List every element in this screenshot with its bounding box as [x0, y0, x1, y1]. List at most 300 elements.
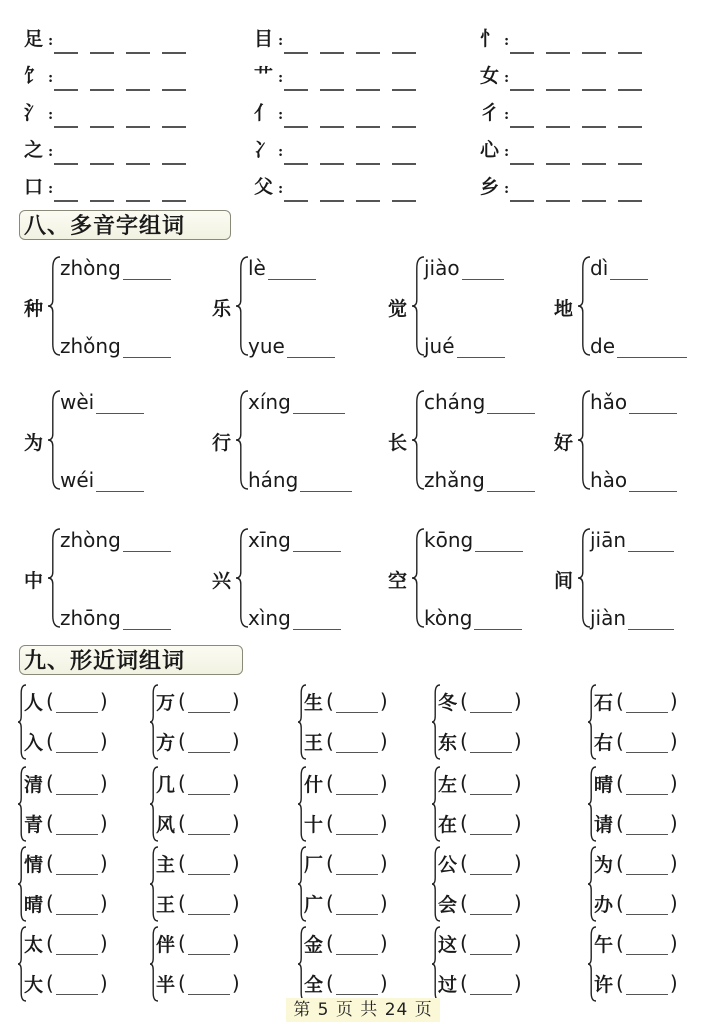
open-paren: (: [178, 771, 186, 795]
answer-blank[interactable]: [336, 932, 378, 955]
answer-blank[interactable]: [618, 104, 642, 128]
similar-char-row: [24, 768, 108, 798]
answer-blank[interactable]: [510, 67, 534, 91]
answer-blank[interactable]: [626, 852, 668, 875]
answer-blank[interactable]: [629, 469, 677, 492]
answer-blank[interactable]: [470, 772, 512, 795]
polyphone-char: 种: [24, 298, 44, 320]
answer-blank[interactable]: [320, 178, 344, 202]
radical-colon: :: [48, 33, 54, 49]
polyphone-char: 地: [554, 298, 574, 320]
similar-char: 大: [24, 973, 44, 996]
answer-blank[interactable]: [392, 178, 416, 202]
page-number: 第 5 页 共 24 页: [293, 1000, 433, 1020]
close-paren: ): [99, 931, 108, 955]
similar-char: 王: [156, 893, 176, 916]
close-paren: ): [669, 971, 678, 995]
answer-blank[interactable]: [90, 67, 114, 91]
radical-item: [254, 98, 428, 128]
open-paren: (: [616, 971, 624, 995]
pinyin-text: háng: [248, 468, 299, 492]
similar-char-pair: [18, 924, 128, 1004]
close-paren: ): [669, 851, 678, 875]
answer-blank[interactable]: [336, 690, 378, 713]
answer-blank[interactable]: [284, 141, 308, 165]
pinyin-line-top: [60, 390, 144, 414]
open-paren: (: [178, 689, 186, 713]
similar-char-row: [304, 768, 388, 798]
answer-blank[interactable]: [90, 104, 114, 128]
radical-char: 忄: [480, 28, 500, 50]
pinyin-text: de: [590, 334, 615, 358]
similar-char-pair: [150, 682, 260, 762]
similar-char-row: [304, 888, 388, 918]
answer-blank[interactable]: [487, 469, 535, 492]
similar-char-pair: [588, 682, 698, 762]
radical-char: 目: [254, 28, 274, 50]
close-paren: ): [379, 689, 388, 713]
answer-blank[interactable]: [626, 690, 668, 713]
answer-blank[interactable]: [56, 852, 98, 875]
radical-item: [480, 172, 654, 202]
answer-blank[interactable]: [284, 104, 308, 128]
radical-char: 亻: [254, 102, 274, 124]
answer-blank[interactable]: [126, 67, 150, 91]
answer-blank[interactable]: [470, 932, 512, 955]
open-paren: (: [178, 811, 186, 835]
answer-blank[interactable]: [56, 812, 98, 835]
pinyin-line-bottom: [248, 606, 341, 630]
open-paren: (: [326, 851, 334, 875]
answer-blank[interactable]: [392, 30, 416, 54]
similar-char: 厂: [304, 853, 324, 876]
polyphone-char: 间: [554, 570, 574, 592]
pinyin-text: hào: [590, 468, 628, 492]
pinyin-line-top: [424, 390, 535, 414]
similar-char-row: [304, 928, 388, 958]
pinyin-line-top: [424, 528, 523, 552]
brace-icon: [236, 390, 246, 490]
answer-blank[interactable]: [188, 690, 230, 713]
answer-blank[interactable]: [582, 30, 606, 54]
similar-char: 石: [594, 691, 614, 714]
radical-item: [254, 172, 428, 202]
similar-char: 几: [156, 773, 176, 796]
page-footer: [286, 998, 440, 1022]
pinyin-line-top: [590, 390, 677, 414]
brace-icon: [578, 390, 588, 490]
radical-colon: :: [278, 70, 284, 86]
close-paren: ): [99, 771, 108, 795]
similar-char: 晴: [24, 893, 44, 916]
open-paren: (: [460, 971, 468, 995]
open-paren: (: [326, 931, 334, 955]
answer-blank[interactable]: [546, 67, 570, 91]
answer-blank[interactable]: [320, 141, 344, 165]
answer-blank[interactable]: [582, 104, 606, 128]
polyphone-item: [24, 256, 194, 356]
answer-blank[interactable]: [90, 178, 114, 202]
open-paren: (: [616, 851, 624, 875]
brace-icon: [412, 390, 422, 490]
pinyin-text: xìng: [248, 606, 291, 630]
polyphone-item: [388, 390, 558, 490]
polyphone-char: 长: [388, 432, 408, 454]
answer-blank[interactable]: [56, 972, 98, 995]
answer-blank[interactable]: [582, 141, 606, 165]
pinyin-text: zhòng: [60, 256, 121, 280]
radical-char: 冫: [254, 139, 274, 161]
close-paren: ): [669, 771, 678, 795]
answer-blank[interactable]: [470, 892, 512, 915]
open-paren: (: [460, 729, 468, 753]
answer-blank[interactable]: [546, 104, 570, 128]
answer-blank[interactable]: [356, 30, 380, 54]
similar-char-row: [156, 848, 240, 878]
answer-blank[interactable]: [287, 335, 335, 358]
similar-char: 生: [304, 691, 324, 714]
section-8-header: [19, 210, 231, 240]
brace-icon: [578, 256, 588, 356]
radical-char: 氵: [24, 102, 44, 124]
answer-blank[interactable]: [162, 67, 186, 91]
polyphone-item: [554, 528, 724, 628]
answer-blank[interactable]: [510, 104, 534, 128]
polyphone-char: 乐: [212, 298, 232, 320]
similar-char-pair: [588, 844, 698, 924]
answer-blank[interactable]: [96, 469, 144, 492]
radical-item: [480, 135, 654, 165]
answer-blank[interactable]: [284, 67, 308, 91]
similar-char: 伴: [156, 933, 176, 956]
answer-blank[interactable]: [510, 178, 534, 202]
close-paren: ): [669, 931, 678, 955]
radical-colon: :: [278, 181, 284, 197]
close-paren: ): [513, 971, 522, 995]
answer-blank[interactable]: [546, 178, 570, 202]
similar-char-row: [156, 968, 240, 998]
open-paren: (: [326, 689, 334, 713]
polyphone-char: 兴: [212, 570, 232, 592]
open-paren: (: [616, 811, 624, 835]
similar-char: 冬: [438, 691, 458, 714]
polyphone-item: [554, 256, 724, 356]
answer-blank[interactable]: [356, 67, 380, 91]
similar-char: 万: [156, 691, 176, 714]
answer-blank[interactable]: [162, 178, 186, 202]
similar-char-row: [594, 768, 678, 798]
answer-blank[interactable]: [628, 607, 674, 630]
answer-blank[interactable]: [293, 607, 341, 630]
answer-blank[interactable]: [284, 178, 308, 202]
close-paren: ): [231, 851, 240, 875]
answer-blank[interactable]: [284, 30, 308, 54]
answer-blank[interactable]: [54, 178, 78, 202]
similar-char-row: [24, 686, 108, 716]
open-paren: (: [460, 931, 468, 955]
answer-blank[interactable]: [336, 972, 378, 995]
similar-char: 什: [304, 773, 324, 796]
radical-char: 乡: [480, 176, 500, 198]
answer-blank[interactable]: [268, 257, 316, 280]
answer-blank[interactable]: [126, 141, 150, 165]
radical-item: [254, 61, 428, 91]
similar-char-pair: [298, 844, 408, 924]
answer-blank[interactable]: [56, 932, 98, 955]
similar-char-row: [438, 928, 522, 958]
answer-blank[interactable]: [188, 932, 230, 955]
answer-blank[interactable]: [123, 607, 171, 630]
answer-blank[interactable]: [470, 972, 512, 995]
similar-char-pair: [150, 844, 260, 924]
close-paren: ): [99, 971, 108, 995]
polyphone-char: 觉: [388, 298, 408, 320]
pinyin-text: zhǎng: [424, 468, 485, 492]
similar-char-row: [594, 808, 678, 838]
close-paren: ): [379, 811, 388, 835]
answer-blank[interactable]: [188, 892, 230, 915]
similar-char-row: [594, 848, 678, 878]
open-paren: (: [326, 729, 334, 753]
radical-char: 父: [254, 176, 274, 198]
similar-char: 请: [594, 813, 614, 836]
answer-blank[interactable]: [626, 772, 668, 795]
radical-colon: :: [504, 107, 510, 123]
answer-blank[interactable]: [126, 104, 150, 128]
close-paren: ): [513, 689, 522, 713]
similar-char: 青: [24, 813, 44, 836]
answer-blank[interactable]: [54, 141, 78, 165]
section-8-title: 八、多音字组词: [24, 213, 186, 239]
answer-blank[interactable]: [126, 30, 150, 54]
answer-blank[interactable]: [188, 972, 230, 995]
pinyin-text: jué: [424, 334, 455, 358]
similar-char: 为: [594, 853, 614, 876]
radical-char: 之: [24, 139, 44, 161]
answer-blank[interactable]: [126, 178, 150, 202]
pinyin-line-top: [248, 256, 316, 280]
similar-char: 半: [156, 973, 176, 996]
radical-item: [480, 61, 654, 91]
answer-blank[interactable]: [582, 67, 606, 91]
answer-blank[interactable]: [626, 892, 668, 915]
radical-colon: :: [504, 144, 510, 160]
answer-blank[interactable]: [546, 141, 570, 165]
pinyin-text: xíng: [248, 390, 291, 414]
answer-blank[interactable]: [474, 607, 522, 630]
radical-item: [254, 24, 428, 54]
close-paren: ): [231, 891, 240, 915]
radical-colon: :: [278, 107, 284, 123]
answer-blank[interactable]: [336, 852, 378, 875]
polyphone-item: [554, 390, 724, 490]
answer-blank[interactable]: [392, 141, 416, 165]
answer-blank[interactable]: [96, 391, 144, 414]
similar-char-row: [24, 726, 108, 756]
answer-blank[interactable]: [293, 391, 345, 414]
answer-blank[interactable]: [188, 812, 230, 835]
answer-blank[interactable]: [188, 852, 230, 875]
answer-blank[interactable]: [356, 178, 380, 202]
answer-blank[interactable]: [618, 67, 642, 91]
open-paren: (: [178, 729, 186, 753]
similar-char-pair: [18, 682, 128, 762]
similar-char-row: [438, 768, 522, 798]
answer-blank[interactable]: [56, 690, 98, 713]
similar-char-pair: [18, 844, 128, 924]
answer-blank[interactable]: [162, 104, 186, 128]
answer-blank[interactable]: [300, 469, 352, 492]
similar-char: 人: [24, 691, 44, 714]
answer-blank[interactable]: [188, 772, 230, 795]
open-paren: (: [46, 811, 54, 835]
answer-blank[interactable]: [320, 104, 344, 128]
close-paren: ): [513, 851, 522, 875]
answer-blank[interactable]: [475, 529, 523, 552]
answer-blank[interactable]: [293, 529, 341, 552]
open-paren: (: [178, 931, 186, 955]
radical-item: [24, 98, 198, 128]
similar-char-row: [156, 928, 240, 958]
answer-blank[interactable]: [626, 972, 668, 995]
similar-char: 过: [438, 973, 458, 996]
answer-blank[interactable]: [629, 391, 677, 414]
similar-char-row: [438, 848, 522, 878]
open-paren: (: [178, 891, 186, 915]
close-paren: ): [99, 851, 108, 875]
answer-blank[interactable]: [470, 812, 512, 835]
open-paren: (: [46, 931, 54, 955]
answer-blank[interactable]: [470, 730, 512, 753]
answer-blank[interactable]: [56, 772, 98, 795]
answer-blank[interactable]: [462, 257, 504, 280]
pinyin-text: dì: [590, 256, 609, 280]
pinyin-line-top: [248, 528, 341, 552]
radical-char: 艹: [254, 65, 274, 87]
answer-blank[interactable]: [457, 335, 505, 358]
similar-char-pair: [588, 924, 698, 1004]
radical-colon: :: [278, 33, 284, 49]
answer-blank[interactable]: [336, 772, 378, 795]
answer-blank[interactable]: [628, 529, 674, 552]
answer-blank[interactable]: [54, 30, 78, 54]
pinyin-line-top: [60, 528, 171, 552]
pinyin-text: kòng: [424, 606, 473, 630]
answer-blank[interactable]: [582, 178, 606, 202]
answer-blank[interactable]: [626, 730, 668, 753]
answer-blank[interactable]: [610, 257, 648, 280]
pinyin-text: zhōng: [60, 606, 121, 630]
radical-colon: :: [504, 70, 510, 86]
open-paren: (: [46, 971, 54, 995]
answer-blank[interactable]: [320, 67, 344, 91]
answer-blank[interactable]: [123, 335, 171, 358]
answer-blank[interactable]: [123, 529, 171, 552]
pinyin-text: hǎo: [590, 390, 628, 414]
answer-blank[interactable]: [487, 391, 535, 414]
pinyin-line-bottom: [60, 334, 171, 358]
answer-blank[interactable]: [54, 104, 78, 128]
similar-char-row: [156, 808, 240, 838]
similar-char-row: [438, 726, 522, 756]
answer-blank[interactable]: [618, 141, 642, 165]
close-paren: ): [231, 729, 240, 753]
brace-icon: [236, 528, 246, 628]
answer-blank[interactable]: [336, 892, 378, 915]
answer-blank[interactable]: [188, 730, 230, 753]
open-paren: (: [326, 891, 334, 915]
brace-icon: [236, 256, 246, 356]
answer-blank[interactable]: [626, 932, 668, 955]
polyphone-item: [212, 256, 382, 356]
answer-blank[interactable]: [56, 730, 98, 753]
open-paren: (: [326, 971, 334, 995]
answer-blank[interactable]: [392, 104, 416, 128]
close-paren: ): [513, 931, 522, 955]
close-paren: ): [379, 729, 388, 753]
answer-blank[interactable]: [356, 104, 380, 128]
similar-char: 入: [24, 731, 44, 754]
similar-char-row: [594, 888, 678, 918]
answer-blank[interactable]: [356, 141, 380, 165]
similar-char-row: [304, 686, 388, 716]
answer-blank[interactable]: [510, 30, 534, 54]
similar-char-pair: [150, 924, 260, 1004]
similar-char: 午: [594, 933, 614, 956]
answer-blank[interactable]: [617, 335, 687, 358]
similar-char-row: [304, 808, 388, 838]
answer-blank[interactable]: [618, 30, 642, 54]
similar-char: 全: [304, 973, 324, 996]
pinyin-text: zhǒng: [60, 334, 121, 358]
similar-char: 东: [438, 731, 458, 754]
answer-blank[interactable]: [162, 30, 186, 54]
pinyin-text: yue: [248, 334, 285, 358]
brace-icon: [578, 528, 588, 628]
answer-blank[interactable]: [392, 67, 416, 91]
close-paren: ): [99, 729, 108, 753]
pinyin-line-bottom: [248, 334, 335, 358]
answer-blank[interactable]: [470, 690, 512, 713]
answer-blank[interactable]: [90, 30, 114, 54]
answer-blank[interactable]: [510, 141, 534, 165]
answer-blank[interactable]: [90, 141, 114, 165]
pinyin-line-top: [248, 390, 345, 414]
similar-char: 主: [156, 853, 176, 876]
answer-blank[interactable]: [336, 730, 378, 753]
answer-blank[interactable]: [320, 30, 344, 54]
answer-blank[interactable]: [162, 141, 186, 165]
answer-blank[interactable]: [626, 812, 668, 835]
answer-blank[interactable]: [546, 30, 570, 54]
open-paren: (: [46, 891, 54, 915]
answer-blank[interactable]: [56, 892, 98, 915]
answer-blank[interactable]: [470, 852, 512, 875]
answer-blank[interactable]: [618, 178, 642, 202]
answer-blank[interactable]: [54, 67, 78, 91]
pinyin-text: xīng: [248, 528, 291, 552]
polyphone-item: [388, 528, 558, 628]
similar-char-row: [24, 808, 108, 838]
pinyin-line-top: [60, 256, 171, 280]
polyphone-item: [388, 256, 558, 356]
radical-item: [24, 24, 198, 54]
answer-blank[interactable]: [123, 257, 171, 280]
pinyin-line-bottom: [590, 334, 687, 358]
answer-blank[interactable]: [336, 812, 378, 835]
open-paren: (: [178, 851, 186, 875]
similar-char-row: [156, 888, 240, 918]
